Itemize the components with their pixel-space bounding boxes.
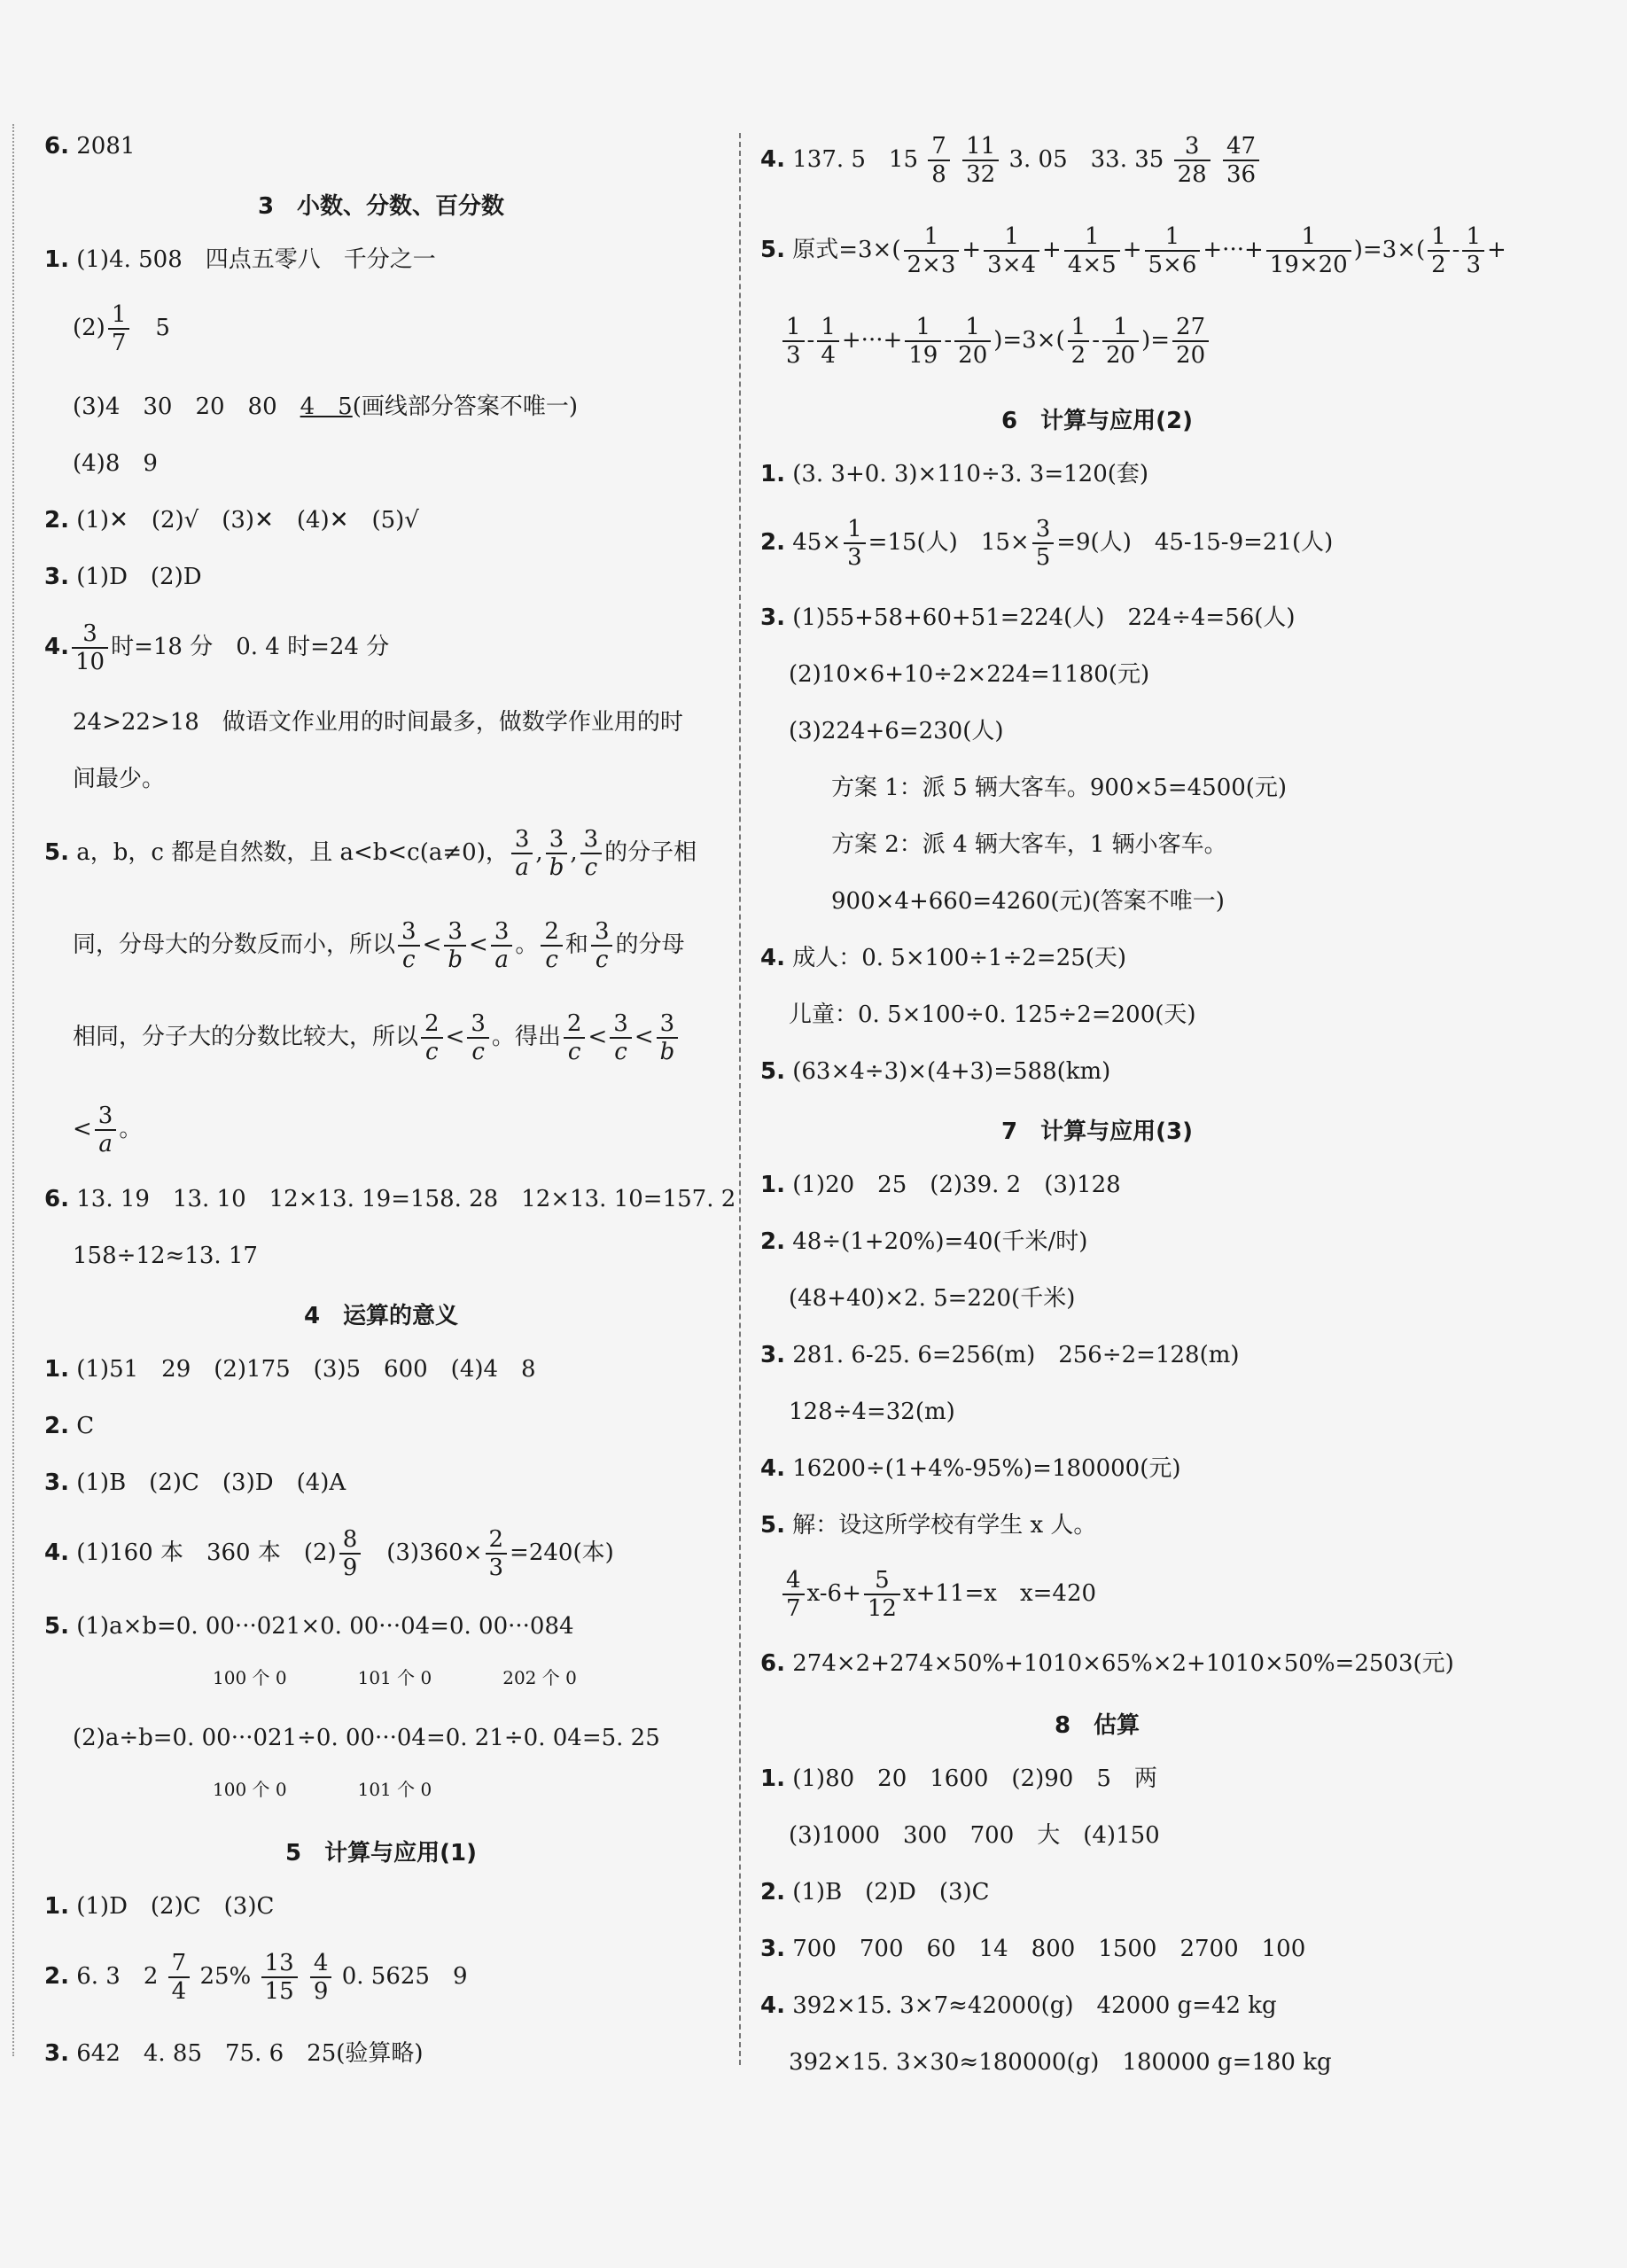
s8-q4-line2: 392×15. 3×30≈180000(g) 180000 g=180 kg (789, 2049, 1332, 2076)
s6-q3-line1: 3. (1)55+58+60+51=224(人) 224÷4=56(人) (760, 604, 1296, 631)
s4-q5-sub2: 100 个 0 101 个 0 (213, 1779, 432, 1800)
s6-q4-line1: 4. 成人：0. 5×100÷1÷2=25(天) (760, 945, 1127, 971)
column-divider (739, 133, 741, 2065)
s3-q1-3: (3)4 30 20 80 4 5(画线部分答案不唯一) (73, 394, 579, 420)
s8-q2: 2. (1)B (2)D (3)C (760, 1879, 990, 1906)
s6-q4-line2: 儿童：0. 5×100÷0. 125÷2=200(天) (789, 1002, 1196, 1028)
s3-q3: 3. (1)D (2)D (44, 564, 202, 590)
s5-q3: 3. 642 4. 85 75. 6 25(验算略) (44, 2040, 424, 2067)
s6-q3-line3: (3)224+6=230(人) (789, 718, 1004, 744)
section-6-title: 6 计算与应用(2) (1001, 408, 1193, 434)
s6-q2: 2. 45× $\frac{1}{3}$ =15(人) 15× $\frac{3}{5}$ =9(人) 45-15-9=21(人) (760, 516, 1334, 571)
s3-q5-line3: 相同，分子大的分数比较大，所以 $\frac{2}{c}$ < $\frac{3}{c}$ 。得出 $\frac{2}{c}$ < $\frac{3}{c}$ < $\frac{3}{b}$ (73, 1010, 681, 1065)
s8-q3: 3. 700 700 60 14 800 1500 2700 100 (760, 1936, 1306, 1962)
s6-q1: 1. (3. 3+0. 3)×110÷3. 3=120(套) (760, 461, 1149, 487)
s7-q3-line2: 128÷4=32(m) (789, 1399, 955, 1425)
s4-q4: 4. (1)160 本 360 本 (2) $\frac{8}{9}$ (3)360× $\frac{2}{3}$ =240(本) (44, 1526, 614, 1581)
s6-q3-line5: 方案 2：派 4 辆大客车，1 辆小客车。 (831, 831, 1227, 858)
s5-q2: 2. 6. 3 2 $\frac{7}{4}$ 25% $\frac{13}{15}$ $\frac{4}{9}$ 0. 5625 9 (44, 1950, 468, 2005)
s3-q4: 4. $\frac{3}{10}$ 时=18 分 0. 4 时=24 分 (44, 620, 390, 675)
s3-q1-4: (4)8 9 (73, 450, 158, 477)
s7-q2-line2: (48+40)×2. 5=220(千米) (789, 1285, 1076, 1312)
section-7-title: 7 计算与应用(3) (1001, 1118, 1193, 1145)
s3-q6-line2: 158÷12≈13. 17 (73, 1243, 258, 1269)
s7-q5-line2: $\frac{4}{7}$ x-6+ $\frac{5}{12}$ x+11=x x=420 (780, 1567, 1096, 1622)
s3-q1-2: (2) $\frac{1}{7}$ 5 (73, 301, 170, 356)
s3-q5-line1: 5. a，b，c 都是自然数，且 a<b<c(a≠0)， $\frac{3}{a}$ , $\frac{3}{b}$ , $\frac{3}{c}$ 的分子相 (44, 826, 697, 881)
s7-q6: 6. 274×2+274×50%+1010×65%×2+1010×50%=2503(元) (760, 1650, 1454, 1677)
section-3-title: 3 小数、分数、百分数 (257, 193, 505, 220)
s7-q4: 4. 16200÷(1+4%-95%)=180000(元) (760, 1455, 1181, 1482)
s3-q4-line2: 24>22>18 做语文作业用的时间最多，做数学作业用的时 (73, 709, 683, 736)
s3-q2: 2. (1)✕ (2)√ (3)✕ (4)✕ (5)√ (44, 507, 419, 534)
s5-q5-line1: 5. 原式=3×( $\frac{1}{2\times 3}$ + $\frac{1}{3\times 4}$ + $\frac{1}{4\times 5}$ + $\frac{1}{5\times 6}$ +···+ $\frac{1}{19\times 20}$ )=3×( $\frac{1}{2}$ - $\frac{1}{3}$ + (760, 223, 1506, 278)
s4-q5-line1: 5. (1)a×b=0. 00···021×0. 00···04=0. 00···084 (44, 1613, 574, 1640)
s5-q1: 1. (1)D (2)C (3)C (44, 1893, 275, 1920)
s4-q2: 2. C (44, 1413, 95, 1439)
s8-q4-line1: 4. 392×15. 3×7≈42000(g) 42000 g=42 kg (760, 1992, 1277, 2019)
s8-q1-line1: 1. (1)80 20 1600 (2)90 5 两 (760, 1765, 1157, 1792)
s6-q3-line4: 方案 1：派 5 辆大客车。900×5=4500(元) (831, 775, 1288, 801)
s3-q6: 6. 13. 19 13. 10 12×13. 19=158. 28 12×13. 10=157. 2 (44, 1186, 736, 1212)
s3-q5-line2: 同，分母大的分数反而小，所以 $\frac{3}{c}$ < $\frac{3}{b}$ < $\frac{3}{a}$ 。 $\frac{2}{c}$ 和 $\frac{3}{c}$ 的分母 (73, 918, 685, 973)
s6-q3-line2: (2)10×6+10÷2×224=1180(元) (789, 661, 1150, 688)
s4-q5-line2: (2)a÷b=0. 00···021÷0. 00···04=0. 21÷0. 04=5. 25 (73, 1725, 660, 1751)
s5-q5-line2: $\frac{1}{3}$ - $\frac{1}{4}$ +···+ $\frac{1}{19}$ - $\frac{1}{20}$ )=3×( $\frac{1}{2}$ - $\frac{1}{20}$ )= $\frac{27}{20}$ (780, 314, 1211, 369)
s7-q5-line1: 5. 解：设这所学校有学生 x 人。 (760, 1512, 1097, 1539)
s7-q1: 1. (1)20 25 (2)39. 2 (3)128 (760, 1172, 1121, 1198)
s7-q3-line1: 3. 281. 6-25. 6=256(m) 256÷2=128(m) (760, 1342, 1240, 1368)
s4-q3: 3. (1)B (2)C (3)D (4)A (44, 1469, 346, 1496)
s8-q1-line2: (3)1000 300 700 大 (4)150 (789, 1822, 1160, 1849)
s4-q5-sub1: 100 个 0 101 个 0 202 个 0 (213, 1667, 577, 1688)
s4-q1: 1. (1)51 29 (2)175 (3)5 600 (4)4 8 (44, 1356, 536, 1383)
s5-q4: 4. 137. 5 15 $\frac{7}{8}$ $\frac{11}{32}$ 3. 05 33. 35 $\frac{3}{28}$ $\frac{47}{36}$ (760, 133, 1262, 188)
s3-q4-line3: 间最少。 (73, 766, 166, 792)
answer-6: 6. 2081 (44, 133, 136, 160)
s6-q3-line6: 900×4+660=4260(元)(答案不唯一) (831, 888, 1225, 915)
binding-edge (12, 124, 14, 2056)
s3-q1: 1. (1)4. 508 四点五零八 千分之一 (44, 246, 436, 273)
section-8-title: 8 估算 (1054, 1712, 1140, 1739)
s6-q5: 5. (63×4÷3)×(4+3)=588(km) (760, 1058, 1111, 1085)
s7-q2-line1: 2. 48÷(1+20%)=40(千米/时) (760, 1228, 1088, 1255)
section-4-title: 4 运算的意义 (303, 1303, 459, 1329)
section-5-title: 5 计算与应用(1) (285, 1840, 477, 1867)
s3-q5-line4: < $\frac{3}{a}$ 。 (73, 1103, 143, 1157)
